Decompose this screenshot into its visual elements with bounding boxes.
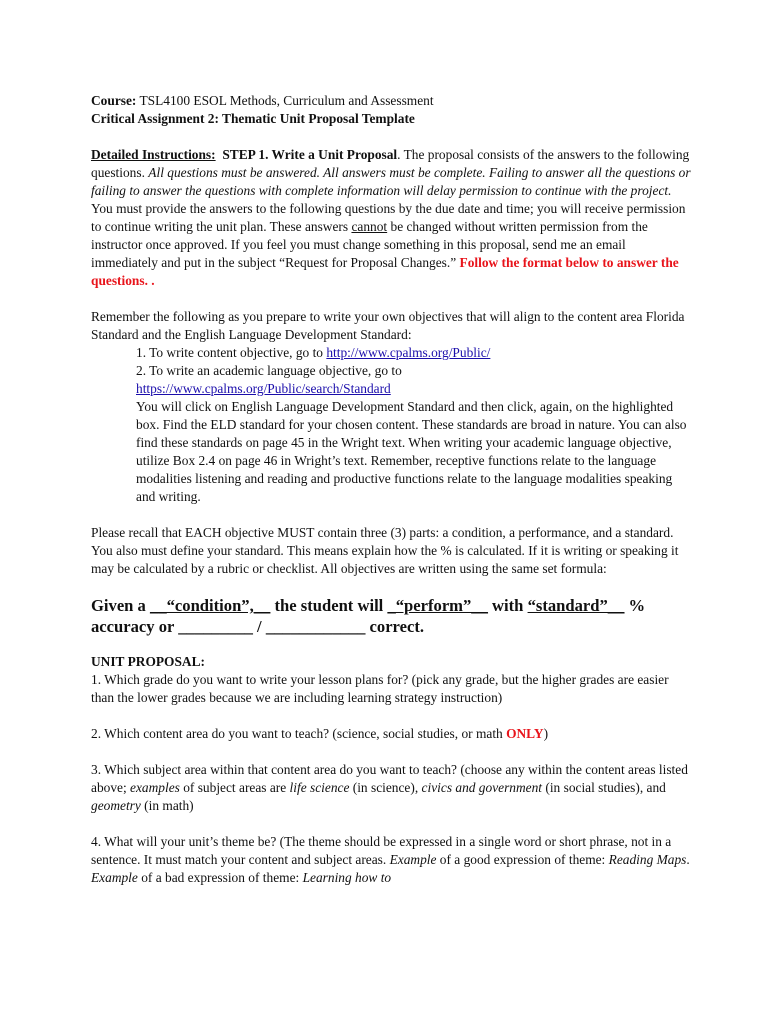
question-4-text-b: of a good expression of theme: <box>436 852 609 867</box>
question-3-text-a: 3. Which subject area within that content area do you want to teach? (choose any within the content areas listed above; <box>91 762 688 795</box>
assignment-title: Critical Assignment 2: Thematic Unit Proposal Template <box>91 111 415 126</box>
question-3-text-e: (in math) <box>140 798 194 813</box>
cpalms-public-link[interactable]: http://www.cpalms.org/Public/ <box>326 345 491 360</box>
question-2 <box>91 725 691 743</box>
question-2-text: 2. Which content area do you want to teach? (science, social studies, or math <box>91 726 507 741</box>
objective-item-1 <box>136 344 691 362</box>
question-4-example-2: Example <box>91 870 138 885</box>
question-4-learning: Learning how to <box>302 870 392 885</box>
objectives-detail: You will click on English Language Development Standard and then click, again, on the highlighted box. Find the ELD standard for your chosen content. These standards are broad in nature. You can also find these standards on page 45 in the Wright text. When writing your academic language objective, utilize Box 2.4 on page 46 in Wright’s text. Remember, receptive functions relate to the language modalities listening and reading and productive functions relate to the language modalities speaking and writing. <box>136 399 687 504</box>
course-value: TSL4100 ESOL Methods, Curriculum and Assessment <box>136 93 434 108</box>
objective-item-2: 2. To write an academic language objective, go to <box>136 363 402 378</box>
objective-formula <box>91 595 691 637</box>
question-3-text-b: of subject areas are <box>179 780 290 795</box>
question-3-life-science: life science <box>289 780 350 795</box>
course-line <box>91 92 691 110</box>
objective-item-2-link-line <box>136 380 691 398</box>
question-4-text-a: 4. What will your unit’s theme be? (The theme should be expressed in a single word or short phrase, not in a sentence. It must match your content and subject areas. <box>91 834 672 867</box>
formula-part-5: with <box>487 596 528 615</box>
instructions-paragraph <box>91 146 691 290</box>
instructions-text-1: . The proposal consists of the answers to the following questions. <box>91 147 690 180</box>
formula-part-1: Given a <box>91 596 151 615</box>
question-4 <box>91 833 691 887</box>
objective-item-1-text: 1. To write content objective, go to <box>136 345 327 360</box>
formula-part-3: the student will <box>270 596 388 615</box>
formula-perform: _“perform”__ <box>387 596 488 615</box>
question-3-examples: examples <box>130 780 180 795</box>
question-4-text-d: of a bad expression of theme: <box>137 870 303 885</box>
question-4-example-1: Example <box>389 852 437 867</box>
instructions-text-2: You must provide the answers to the following questions by the due date and time; you will receive permission to continue writing the unit plan. These answers <box>91 201 686 234</box>
question-4-reading-maps: Reading Maps <box>608 852 687 867</box>
instructions-heading: Detailed Instructions: <box>91 147 216 162</box>
cannot-word: cannot <box>351 219 388 234</box>
only-word: ONLY <box>506 726 544 741</box>
document-page <box>91 92 691 887</box>
course-label: Course: <box>91 93 137 108</box>
cpalms-search-link[interactable]: https://www.cpalms.org/Public/search/Standard <box>136 381 391 396</box>
question-3 <box>91 761 691 815</box>
question-3-text-d: (in social studies), and <box>542 780 666 795</box>
objectives-intro: Remember the following as you prepare to write your own objectives that will align to the content area Florida Standard and the English Language Development Standard: <box>91 309 685 342</box>
question-3-geometry: geometry <box>91 798 141 813</box>
question-4-text-c: . <box>686 852 690 867</box>
question-3-text-c: (in science), <box>349 780 422 795</box>
instructions-text-3: be changed without written permission from the instructor once approved. If you feel you must change something in this proposal, send me an email immediately and put in the subject “Request for Proposal Changes.” <box>91 219 648 270</box>
step-heading: STEP 1. Write a Unit Proposal <box>222 147 398 162</box>
question-3-civics: civics and government <box>421 780 543 795</box>
format-note: Follow the format below to answer the questions. . <box>91 255 679 288</box>
unit-proposal-heading: UNIT PROPOSAL: <box>91 654 205 669</box>
instructions-italic: All questions must be answered. All answers must be complete. Failing to answer all the questions or failing to answer the questions with complete information will delay permission to continue with the project. <box>91 165 691 198</box>
recall-paragraph: Please recall that EACH objective MUST contain three (3) parts: a condition, a performance, and a standard. You also must define your standard. This means explain how the % is calculated. If it is writing or speaking it may be calculated by a rubric or checklist. All objectives are written using the same set formula: <box>91 525 679 576</box>
question-1: 1. Which grade do you want to write your lesson plans for? (pick any grade, but the higher grades are easier than the lower grades because we are including learning strategy instruction) <box>91 672 669 705</box>
formula-standard: “standard”__ <box>527 596 625 615</box>
formula-part-7: % accuracy or _________ / ____________ correct. <box>91 596 646 636</box>
question-2-end: ) <box>543 726 549 741</box>
formula-condition: __“condition”,__ <box>150 596 271 615</box>
